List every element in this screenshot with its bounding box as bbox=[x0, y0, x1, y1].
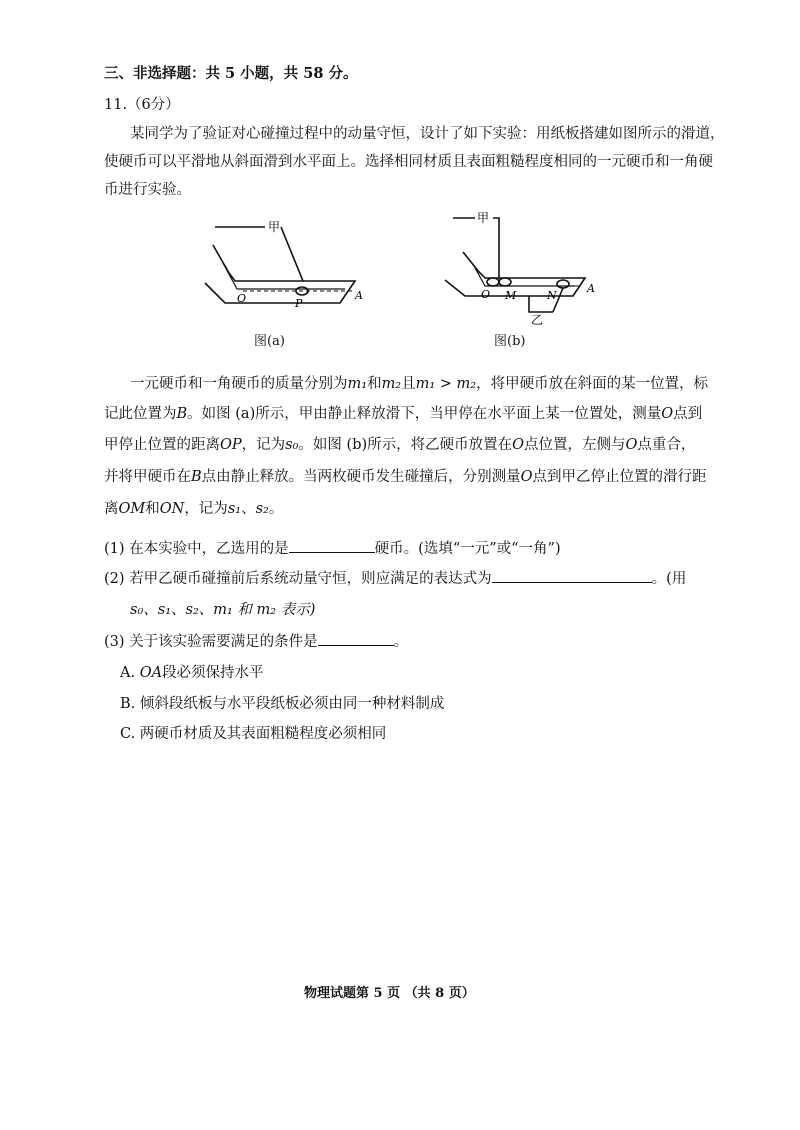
figure-a-label-o: O bbox=[237, 292, 247, 305]
var-op: OP bbox=[220, 437, 242, 453]
body-text: ，将甲硬币放在斜面的某一位置，标 bbox=[476, 376, 709, 392]
body-line-4 bbox=[104, 465, 707, 486]
body-text: 、 bbox=[241, 501, 256, 517]
option-key: C. bbox=[120, 726, 136, 742]
sub-question-3 bbox=[104, 630, 408, 651]
figure-a-slide-inner bbox=[223, 263, 345, 289]
body-text: 。 bbox=[268, 501, 284, 517]
question-number: 11.（6分） bbox=[104, 97, 180, 113]
figure-a-label-jia: 甲 bbox=[268, 220, 281, 234]
body-text: 点由静止释放。当两枚硬币发生碰撞后，分别测量 bbox=[201, 469, 521, 485]
sub1-suffix: 硬币。(选填“一元”或“一角”) bbox=[374, 541, 561, 557]
body-line-1 bbox=[130, 372, 708, 393]
option-text: 段必须保持水平 bbox=[162, 665, 264, 681]
var-b: B bbox=[176, 406, 188, 422]
body-text: 且 bbox=[401, 376, 416, 392]
var-o: O bbox=[625, 437, 638, 453]
body-line-5 bbox=[104, 497, 283, 518]
body-text: 并将甲硬币在 bbox=[104, 469, 191, 485]
var-s0: s₀ bbox=[285, 437, 299, 453]
figure-b-pointer-vert bbox=[493, 218, 499, 278]
figure-b-caption: 图(b) bbox=[494, 334, 526, 349]
option-b bbox=[120, 692, 444, 713]
sub-question-1 bbox=[104, 537, 561, 558]
figure-b-label-jia: 甲 bbox=[477, 211, 490, 225]
figure-a-pointer-diag bbox=[281, 227, 303, 281]
figure-b-coin-jia bbox=[487, 278, 499, 286]
figure-b-coin-n bbox=[557, 280, 569, 288]
option-text: 倾斜段纸板与水平段纸板必须由同一种材料制成 bbox=[139, 696, 445, 712]
body-text: 。如图 (b)所示，将乙硬币放置在 bbox=[298, 437, 513, 453]
sub3-answer-blank[interactable] bbox=[318, 631, 394, 646]
body-text: 离 bbox=[104, 501, 119, 517]
figure-a-label-a: A bbox=[355, 289, 363, 302]
figure-a-slide-outline bbox=[205, 245, 355, 303]
sub2-suffix: 。(用 bbox=[651, 571, 687, 587]
var-o: O bbox=[661, 406, 674, 422]
sub1-prefix: (1) 在本实验中，乙选用的是 bbox=[104, 541, 289, 557]
sub-question-2 bbox=[104, 567, 686, 588]
sub2-answer-blank[interactable] bbox=[492, 568, 652, 583]
option-c bbox=[120, 722, 386, 743]
body-text: 一元硬币和一角硬币的质量分别为 bbox=[130, 376, 348, 392]
page-footer: 物理试题第 5 页 （共 8 页） bbox=[304, 986, 475, 1001]
figure-b-label-yi: 乙 bbox=[531, 313, 544, 325]
section-heading: 三、非选择题：共 5 小题，共 58 分。 bbox=[104, 65, 358, 82]
body-line-3 bbox=[104, 433, 695, 454]
body-text: 和 bbox=[145, 501, 160, 517]
var-o: O bbox=[520, 469, 533, 485]
body-text: 点到甲乙停止位置的滑行距 bbox=[532, 469, 707, 485]
var-on: ON bbox=[159, 501, 185, 517]
var-o: O bbox=[512, 437, 525, 453]
option-a bbox=[120, 661, 264, 682]
sub2-prefix: (2) 若甲乙硬币碰撞前后系统动量守恒，则应满足的表达式为 bbox=[104, 571, 492, 587]
intro-line-2: 使硬币可以平滑地从斜面滑到水平面上。选择相同材质且表面粗糙程度相同的一元硬币和一角硬 bbox=[104, 154, 713, 170]
intro-line-1: 某同学为了验证对心碰撞过程中的动量守恒，设计了如下实验：用纸板搭建如图所示的滑道， bbox=[130, 126, 725, 142]
option-text: 两硬币材质及其表面粗糙程度必须相同 bbox=[139, 726, 387, 742]
figure-b-label-o: O bbox=[481, 288, 491, 301]
figure-b-diagram bbox=[435, 200, 610, 325]
body-text: 和 bbox=[367, 376, 382, 392]
body-text: 点重合， bbox=[637, 437, 696, 453]
sub1-answer-blank[interactable] bbox=[289, 538, 375, 553]
sub2-line-2: s₀、s₁、s₂、m₁ 和 m₂ 表示) bbox=[130, 602, 316, 618]
body-text: 点位置，左侧与 bbox=[524, 437, 626, 453]
sub3-prefix: (3) 关于该实验需要满足的条件是 bbox=[104, 634, 318, 650]
figure-b-label-n: N bbox=[547, 289, 557, 302]
var-m1: m₁ bbox=[347, 376, 368, 392]
figure-b-coin-yi bbox=[499, 278, 511, 286]
body-text: 点到 bbox=[673, 406, 703, 422]
var-b: B bbox=[191, 469, 202, 485]
var-inequality: m₁ > m₂ bbox=[415, 376, 477, 392]
option-var: OA bbox=[139, 665, 163, 681]
var-s2: s₂ bbox=[255, 501, 269, 517]
body-text: 。如图 (a)所示，甲由静止释放滑下，当甲停在水平面上某一位置处，测量 bbox=[187, 406, 662, 422]
figure-a-label-p: P bbox=[295, 297, 303, 310]
body-text: ，记为 bbox=[241, 437, 286, 453]
var-s1: s₁ bbox=[227, 501, 242, 517]
body-text: 记此位置为 bbox=[104, 406, 177, 422]
var-om: OM bbox=[118, 501, 146, 517]
var-m2: m₂ bbox=[381, 376, 402, 392]
figure-b-label-a: A bbox=[587, 282, 595, 295]
intro-line-3: 币进行实验。 bbox=[104, 182, 191, 198]
figure-a-caption: 图(a) bbox=[254, 334, 285, 349]
body-line-2 bbox=[104, 402, 702, 423]
option-key: B. bbox=[120, 696, 136, 712]
option-key: A. bbox=[120, 665, 136, 681]
figure-b-slide-inner bbox=[473, 264, 575, 286]
body-text: 甲停止位置的距离 bbox=[104, 437, 220, 453]
figure-b-label-m: M bbox=[505, 289, 517, 302]
body-text: ，记为 bbox=[184, 501, 228, 517]
sub3-suffix: 。 bbox=[393, 634, 409, 650]
figure-a-diagram bbox=[195, 205, 375, 315]
